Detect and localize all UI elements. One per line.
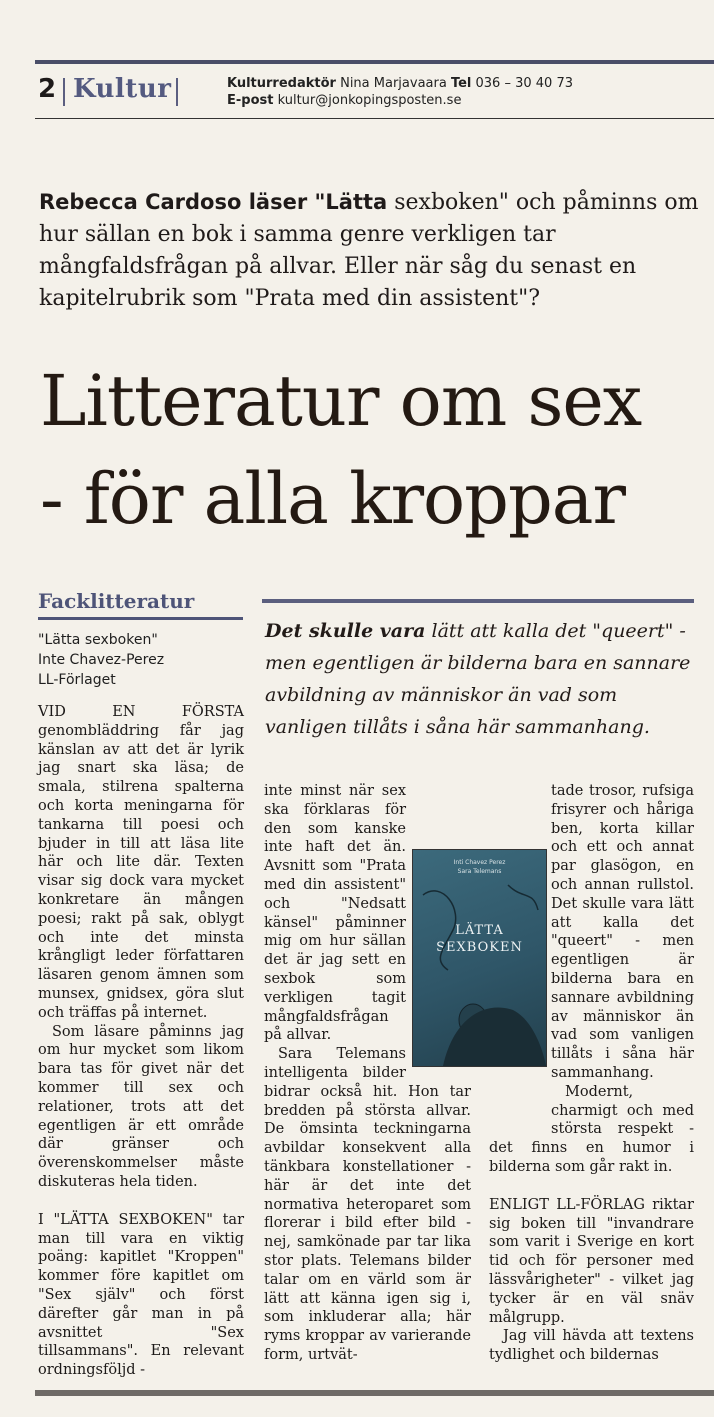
quote-text: lätt att kalla det "queert" - men egentligen är bilderna bara en sannare avbildning av människor än vad som vanligen tillåts i såna här sammanhang. [265,620,691,738]
pull-quote [265,615,705,743]
factbox-book: "Lätta sexboken" [38,632,158,648]
paragraph: I "LÄTTA SEXBOKEN" tar man till vara en viktig poäng: kapitlet "Kroppen" kommer före kapitlet om "Sex själv" och först därefter går man in på avsnittet "Sex tillsammans". En relevant ordningsföljd - [38,1211,244,1379]
page-number: 2 [38,74,57,104]
paragraph: VID EN FÖRSTA genombläddring får jag känslan av att det är lyrik jag snart ska läsa; de smala, stilrena spalterna och korta meningarna för tankarna till poesi och bjuder in till att läsa lite här och lite där. Texten visar sig dock vara mycket konkretare än mången poesi; rakt på sak, oblygt och inte det minsta krångligt leder författaren läsaren genom ämnen som munsex, gnidsex, göra slut och träffas på internet. [38,704,244,1021]
factbox [38,630,164,690]
ingress-lead: Rebecca Cardoso läser "Lätta [39,190,388,214]
quote-lead: Det skulle vara [265,620,426,642]
header-divider [63,78,65,106]
header-divider [176,78,178,106]
email-label: E-post [227,93,274,108]
factbox-publisher: LL-Förlaget [38,672,116,688]
paragraph: Modernt, charmigt och med största respekt - det finns en humor i bilderna som går rakt in. [489,1083,694,1175]
email-link[interactable]: kultur@jonkopingsposten.se [277,93,462,108]
paragraph: ENLIGT LL-FÖRLAG riktar sig boken till "invandrare som varit i Sverige en kort tid och för personer med lässvårigheter" - vilket jag tycker är en väl snäv målgrupp. [489,1196,694,1326]
footer-bar [35,1390,714,1396]
header-top-bar [35,60,714,64]
paragraph: inte minst när sex ska förklaras för den som kanske inte haft det än. Avsnitt som "Prata med din assistent" och "Nedsatt känsel" påminner mig om hur sällan det är jag sett en sexbok som verkligen tagit mångfaldsfrågan på allvar. [264,783,406,1044]
headline: Litteratur om sex - för alla kroppar [40,360,642,540]
ingress-text: sexboken" och påminns om hur sällan en bok i samma genre verkligen tar mångfaldsfrågan på allvar. Eller när såg du senast en kapitelrubrik som "Prata med din assistent"? [39,190,699,311]
factbox-title: Facklitteratur [38,589,195,613]
factbox-author: Inte Chavez-Perez [38,652,165,668]
cover-title: LÄTTA SEXBOKEN [436,923,523,955]
paragraph: Sara Telemans intelligenta bilder bidrar också hit. Hon tar bredden på största allvar. De ömsinta teckningarna avbildar konsekvent alla tänkbara konstellationer - här är det inte det normativa heteroparet som florerar i bild efter bild - nej, samkönade par tar lika stor plats. Telemans bilder talar om en värld som är lätt att känna igen sig i, som inkluderar alla; här ryms kroppar av varierande form, urtvät- [264,1046,471,1363]
paragraph: Jag vill hävda att textens tydlighet och bildernas [489,1328,694,1364]
editor-label: Kulturredaktör [227,76,336,91]
body-column-1 [38,703,244,1380]
editor-info [227,75,573,109]
editor-name: Nina Marjavaara [340,76,447,91]
header-separator [35,118,714,119]
cover-authors: Inti Chavez Perez Sara Telemans [453,859,506,875]
section-title: Kultur [73,74,172,104]
quote-rule [262,599,694,603]
tel-value: 036 – 30 40 73 [475,76,573,91]
paragraph: Som läsare påminns jag om hur mycket som likom bara tas för givet när det kommer till sex och relationer, trots att det egentligen är ett område där gränser och överenskommelser måste diskuteras hela tiden. [38,1023,244,1190]
body-column-3 [489,782,694,1365]
cover-spacer [489,838,551,1138]
tel-label: Tel [450,76,472,91]
ingress [39,186,699,315]
factbox-rule [38,617,243,620]
paragraph: tade trosor, rufsiga frisyrer och håriga ben, korta killar och ett och annat par glasögon, en och annan rullstol. Det skulle vara lätt att kalla det "queert" - men egentligen är bilderna bara en sannare avbildning av människor än vad som vanligen tillåts i såna här sammanhang. [551,783,694,1081]
